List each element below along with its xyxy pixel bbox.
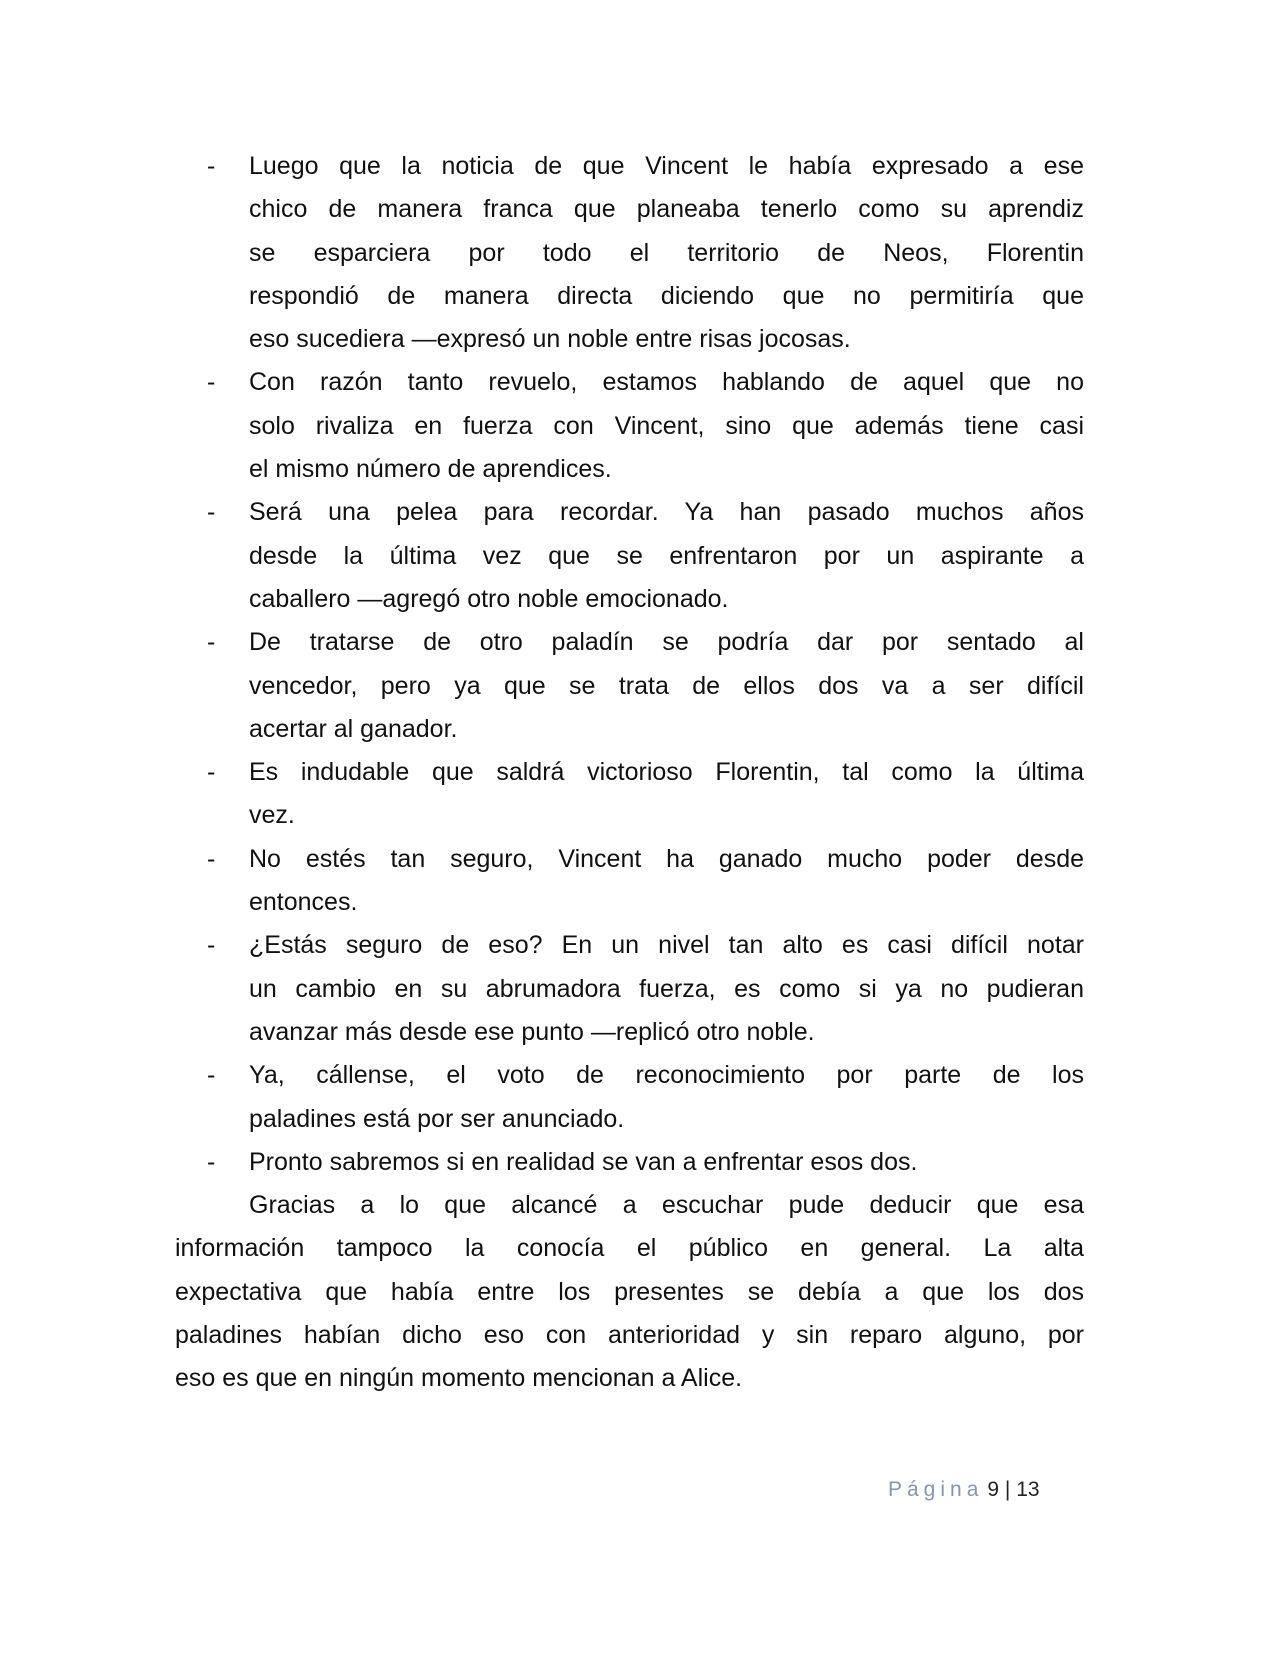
page-number: 9 | 13 [987,1478,1040,1501]
text-line: avanzar más desde ese punto —replicó otro noble. [249,1017,815,1046]
text-line: Pronto sabremos si en realidad se van a enfrentar esos dos. [249,1147,918,1176]
text-line: información tampoco la conocía el público en general. La alta [175,1234,1084,1263]
dialogue-dash: - [207,1147,216,1176]
text-line: paladines habían dicho eso con anterioridad y sin reparo alguno, por [175,1321,1084,1350]
page-label: Página [888,1478,984,1501]
text-line: eso sucediera —expresó un noble entre risas jocosas. [249,325,851,354]
text-line: expectativa que había entre los presentes se debía a que los dos [175,1277,1084,1306]
text-line: respondió de manera directa diciendo que no permitiría que [249,281,1084,310]
dialogue-item [175,838,1084,925]
dialogue-item [175,491,1084,621]
text-line: entonces. [249,888,358,917]
text-line: Luego que la noticia de que Vincent le había expresado a ese [249,152,1084,180]
dialogue-dash: - [207,844,216,873]
dialogue-dash: - [207,758,216,787]
text-line: Será una pelea para recordar. Ya han pasado muchos años [249,498,1084,527]
dialogue-item [175,1141,1084,1184]
text-line: Con razón tanto revuelo, estamos hablando de aquel que no [249,368,1084,397]
text-line: paladines está por ser anunciado. [249,1104,625,1133]
dialogue-dash: - [207,931,216,960]
text-line: chico de manera franca que planeaba tenerlo como su aprendiz [249,195,1084,224]
text-line: solo rivaliza en fuerza con Vincent, sino que además tiene casi [249,411,1084,440]
page-body [175,145,1084,1401]
text-line: ¿Estás seguro de eso? En un nivel tan alto es casi difícil notar [249,931,1084,960]
text-line: vez. [249,801,295,830]
dialogue-dash: - [207,1061,216,1090]
text-line: acertar al ganador. [249,714,458,743]
text-line: Gracias a lo que alcancé a escuchar pude deducir que esa [249,1191,1084,1220]
text-line: el mismo número de aprendices. [249,455,612,484]
text-line: caballero —agregó otro noble emocionado. [249,584,729,613]
dialogue-item [175,924,1084,1054]
text-line: vencedor, pero ya que se trata de ellos dos va a ser difícil [249,671,1084,700]
text-line: Ya, cállense, el voto de reconocimiento por parte de los [249,1061,1084,1090]
text-line: se esparciera por todo el territorio de Neos, Florentin [249,238,1084,267]
dialogue-item [175,361,1084,491]
text-line: Es indudable que saldrá victorioso Florentin, tal como la última [249,758,1084,787]
text-line: un cambio en su abrumadora fuerza, es como si ya no pudieran [249,974,1084,1003]
dialogue-item [175,751,1084,838]
dialogue-dash: - [207,152,216,180]
dialogue-item [175,145,1084,361]
dialogue-item [175,1054,1084,1141]
dialogue-dash: - [207,498,216,527]
dialogue-dash: - [207,368,216,397]
page-footer [888,1478,1040,1502]
text-line: desde la última vez que se enfrentaron por un aspirante a [249,541,1084,570]
text-line: No estés tan seguro, Vincent ha ganado mucho poder desde [249,844,1084,873]
narrative-paragraph [175,1184,1084,1400]
dialogue-dash: - [207,628,216,657]
dialogue-item [175,621,1084,751]
text-line: eso es que en ningún momento mencionan a Alice. [175,1364,743,1393]
text-line: De tratarse de otro paladín se podría dar por sentado al [249,628,1084,657]
